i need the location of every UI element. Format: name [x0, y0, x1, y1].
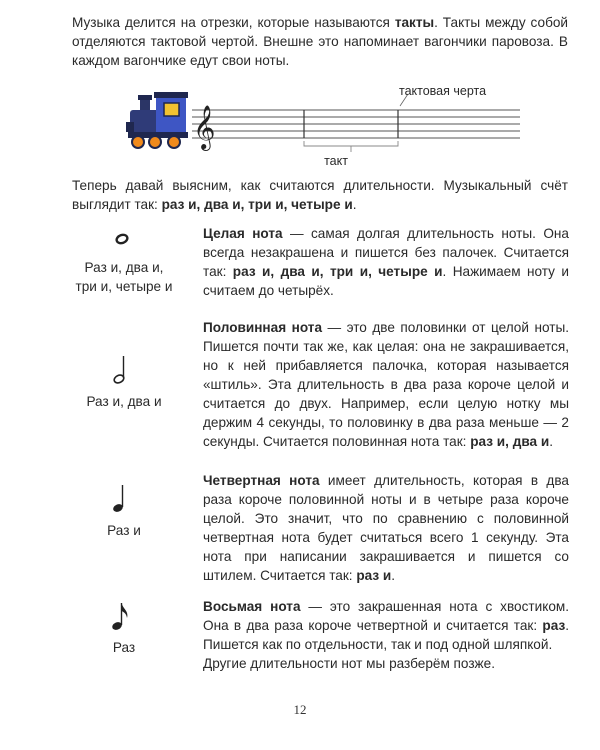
page-number: 12: [293, 702, 307, 717]
half-note-count-bold: раз и, два и: [470, 434, 550, 449]
intro-text: Музыка делится на отрезки, которые называются: [72, 15, 395, 30]
whole-note-text-end: . Нажимаем ноту и считаем до четырёх.: [203, 264, 569, 298]
eighth-note-count-bold: раз: [542, 618, 566, 633]
whole-note-description: [203, 224, 569, 300]
treble-clef-icon: 𝄞: [193, 105, 216, 149]
quarter-note-count: Раз и: [107, 523, 141, 538]
half-note-text-end: .: [549, 434, 553, 449]
music-staff: [192, 110, 520, 138]
train-icon: [126, 92, 188, 148]
eighth-note-text: — это закрашенная нота с хвостиком. Она в два раза короче четвертной и считается так:: [203, 599, 569, 633]
eighth-note-count: Раз: [112, 640, 136, 655]
quarter-note-title: Четвертная нота: [203, 473, 320, 488]
quarter-note-count-bold: раз и: [356, 568, 392, 583]
barline-label: тактовая черта: [399, 84, 487, 98]
whole-note-text: — самая долгая длительность ноты. Она всегда незакрашена и пишется без палочек. Считается так:: [203, 226, 569, 279]
half-note-text: — это две половинки от целой ноты. Пишется почти так же, как целая: она не закрашивается, но к ней прибавляется палочка, которая называется «штиль». Эта длительность в два раза короче целой и считается до двух. Например, если целую нотку мы держим 4 секунды, то половинку в два раза меньше — 2 секунды. Считается половинная нота так:: [203, 320, 569, 449]
intro-term-takty: такты: [394, 15, 435, 30]
half-note-icon: [112, 355, 128, 385]
measure-label: такт: [324, 154, 348, 168]
quarter-note-icon: [111, 484, 127, 514]
half-note-description: [203, 318, 569, 451]
other-durations-note: Другие длительности нот мы разберём позже.: [203, 656, 495, 671]
whole-note-count-line2: три и, четыре и: [75, 279, 173, 294]
counting-bold: раз и, два и, три и, четыре и: [161, 197, 353, 212]
half-note-count: Раз и, два и: [86, 394, 162, 409]
counting-text: Теперь давай выясним, как считаются длительности. Музыкальный счёт выглядит так:: [72, 178, 568, 212]
whole-note-title: Целая нота: [203, 226, 283, 241]
half-note-title: Половинная нота: [203, 320, 323, 335]
whole-note-count-bold: раз и, два и, три и, четыре и: [232, 264, 443, 279]
measure-bracket: [304, 141, 398, 146]
quarter-note-description: [203, 471, 569, 585]
eighth-note-description: [203, 597, 569, 673]
quarter-note-text: имеет длительность, которая в два раза короче половинной ноты и в четыре раза короче целой. Это значит, что по сравнению с половинной четвертная нота будет считаться всего 1 секунду. Эта нота при написании закрашивается и пишется со штилем. Считается так:: [203, 473, 569, 583]
quarter-note-text-end: .: [391, 568, 396, 583]
whole-note-icon: [115, 233, 129, 245]
whole-note-count-line1: Раз и, два и,: [84, 260, 164, 275]
eighth-note-icon: [110, 602, 130, 632]
intro-paragraph: [72, 13, 568, 70]
counting-paragraph: [72, 176, 568, 214]
counting-text-end: .: [352, 197, 357, 212]
eighth-note-text-end: . Пишется как по отдельности, так и под одной шляпкой.: [203, 618, 569, 652]
eighth-note-title: Восьмая нота: [203, 599, 301, 614]
whole-note-count: [64, 258, 184, 296]
intro-text-end: . Такты между собой отделяются тактовой чертой. Внешне это напоминает вагончики паровоза. В каждом вагончике едут свои ноты.: [72, 15, 569, 68]
